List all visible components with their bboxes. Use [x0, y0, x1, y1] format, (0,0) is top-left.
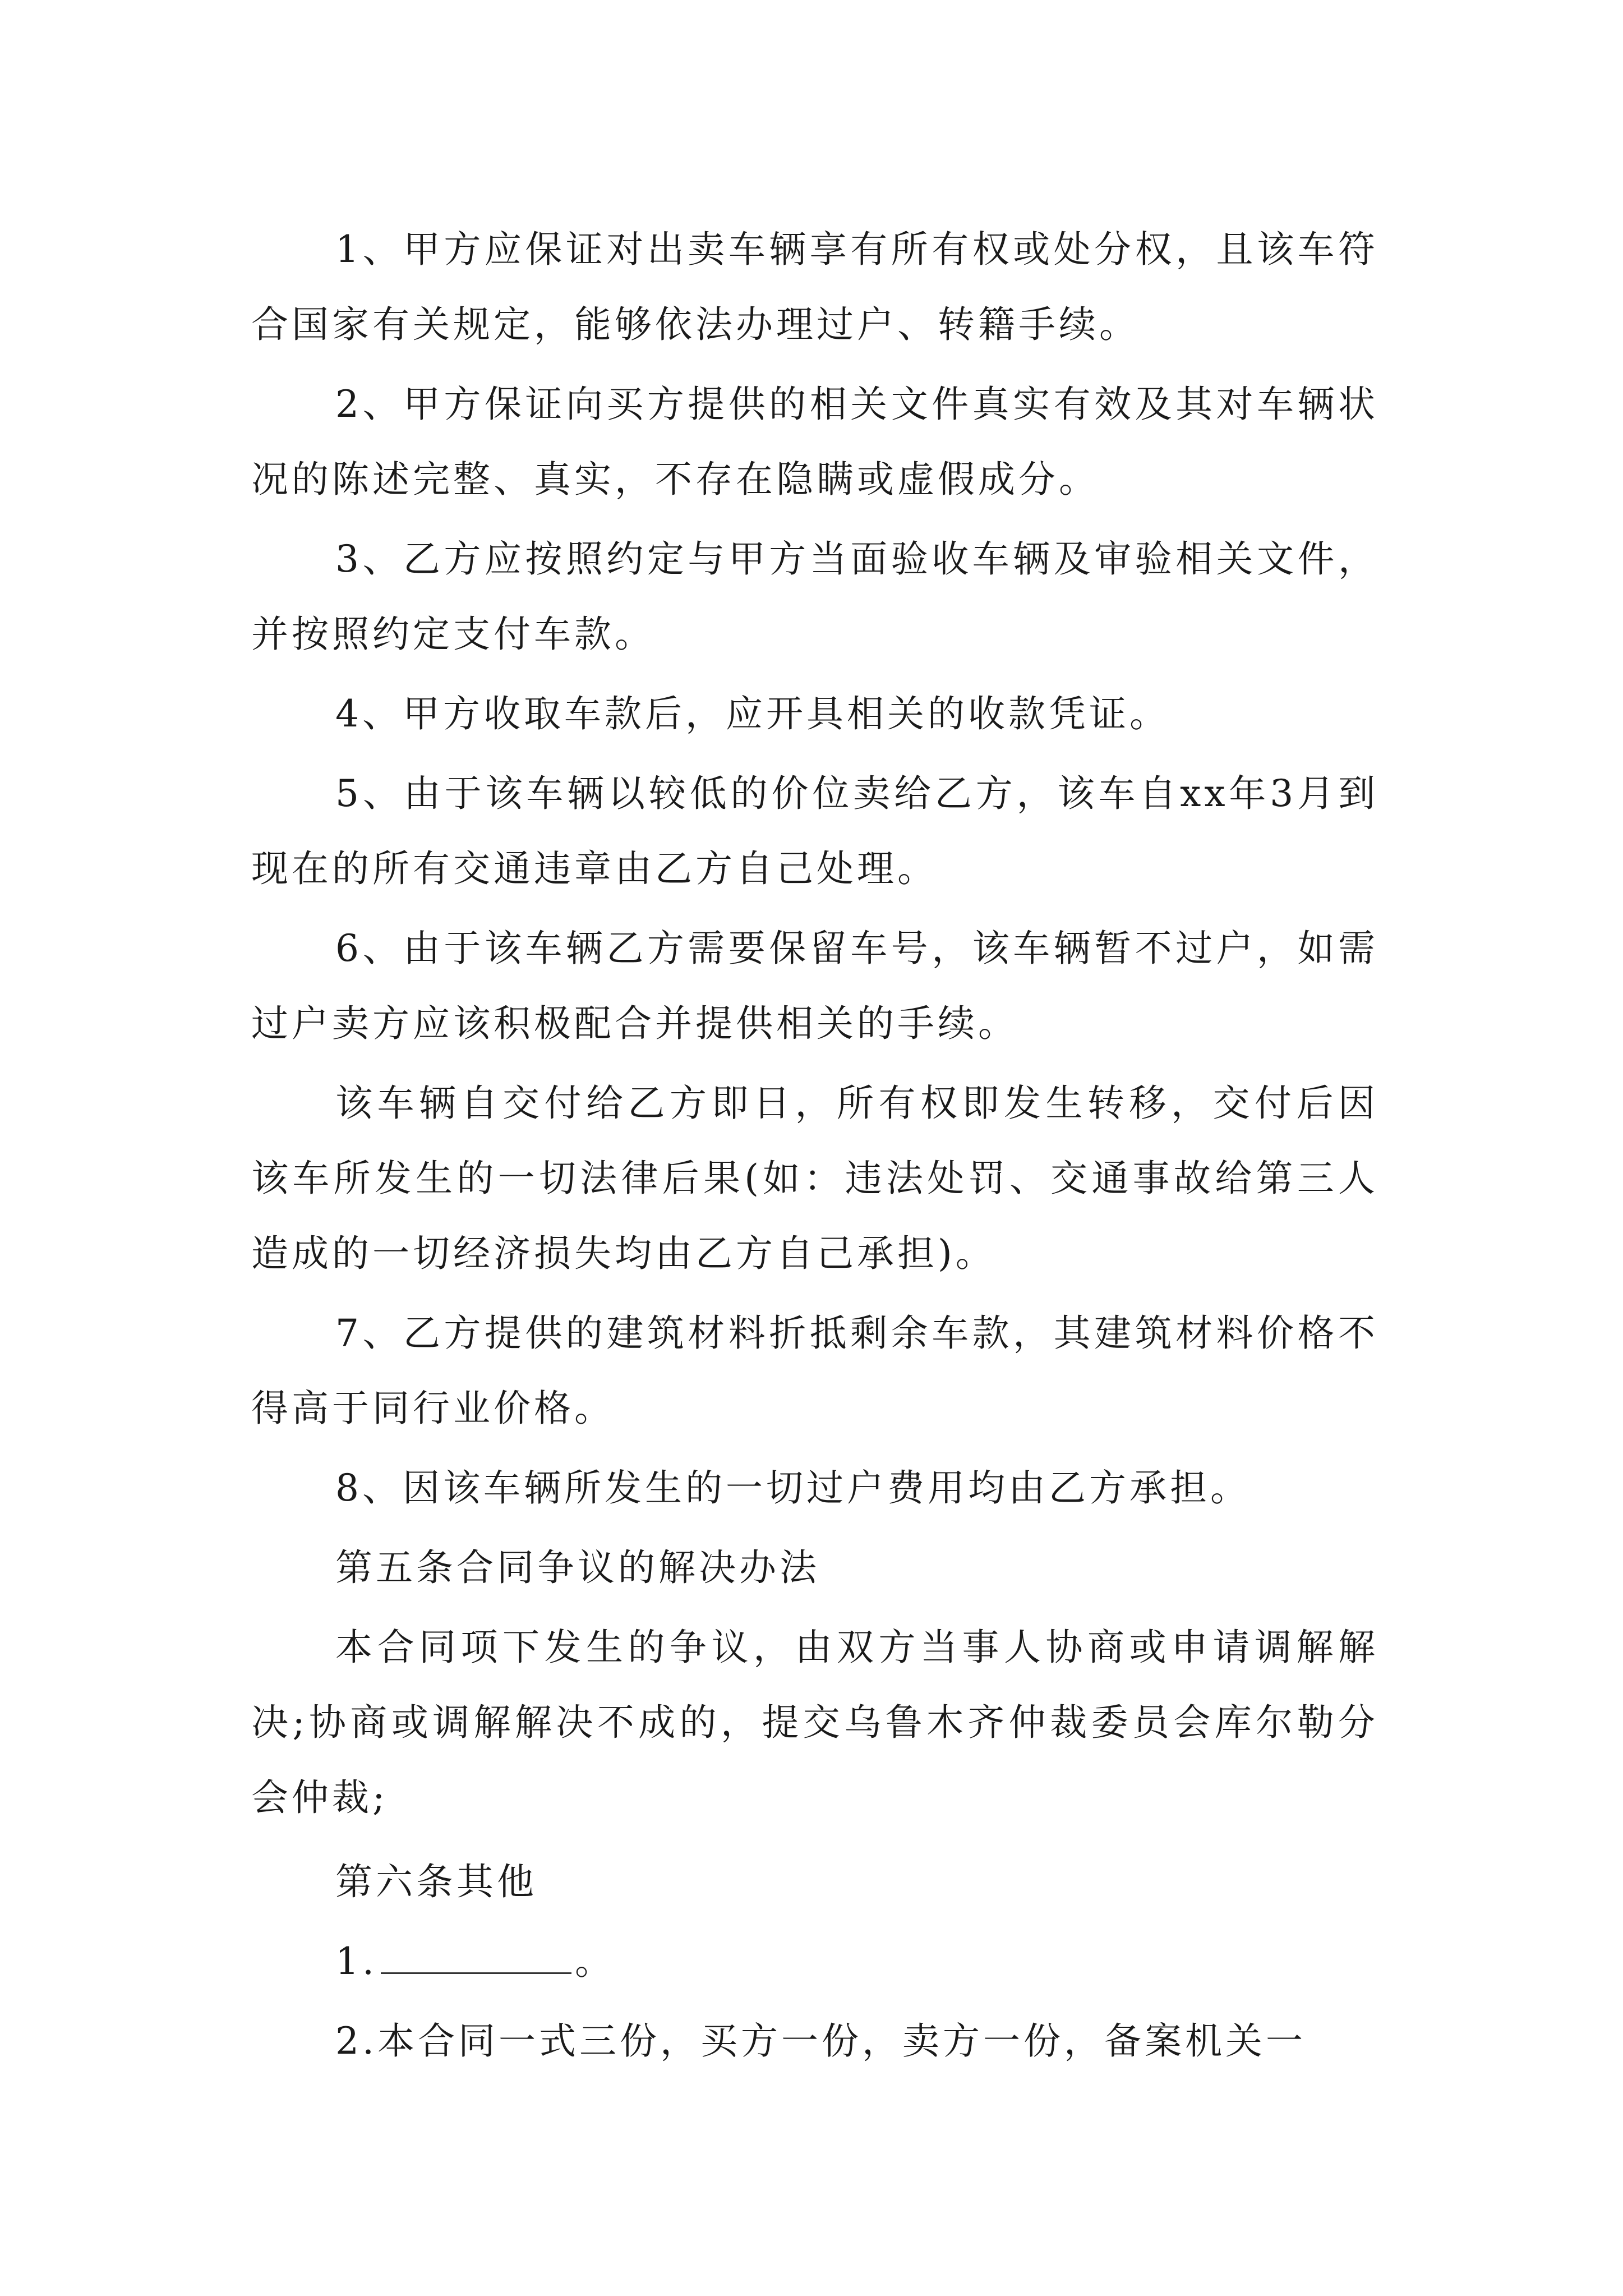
clause-1: 1、甲方应保证对出卖车辆享有所有权或处分权，且该车符合国家有关规定，能够依法办理过户、转籍手续。 — [251, 228, 1378, 346]
clause-4: 4、甲方收取车款后，应开具相关的收款凭证。 — [335, 692, 1170, 735]
section-5-body: 本合同项下发生的争议，由双方当事人协商或申请调解解决;协商或调解解决不成的，提交乌鲁木齐仲裁委员会库尔勒分会仲裁; — [251, 1626, 1378, 1819]
clause-3: 3、乙方应按照约定与甲方当面验收车辆及审验相关文件，并按照约定支付车款。 — [251, 537, 1378, 656]
item-1-suffix: 。 — [574, 1940, 615, 1983]
clause-2: 2、甲方保证向买方提供的相关文件真实有效及其对车辆状况的陈述完整、真实，不存在隐瞒或虚假成分。 — [251, 383, 1378, 501]
clause-5: 5、由于该车辆以较低的价位卖给乙方，该车自xx年3月到现在的所有交通违章由乙方自己处理。 — [251, 772, 1378, 890]
clause-6: 6、由于该车辆乙方需要保留车号，该车辆暂不过户，如需过户卖方应该积极配合并提供相关的手续。 — [251, 927, 1378, 1045]
fill-in-blank[interactable] — [381, 1950, 571, 1974]
clause-8: 8、因该车辆所发生的一切过户费用均由乙方承担。 — [335, 1466, 1251, 1510]
ownership-transfer-paragraph: 该车辆自交付给乙方即日，所有权即发生转移，交付后因该车所发生的一切法律后果(如：违法处罚、交通事故给第三人造成的一切经济损失均由乙方自己承担)。 — [251, 1082, 1378, 1275]
item-1 — [251, 1924, 1378, 1999]
clause-7: 7、乙方提供的建筑材料折抵剩余车款，其建筑材料价格不得高于同行业价格。 — [251, 1312, 1378, 1430]
item-2: 2.本合同一式三份，买方一份，卖方一份，备案机关一 — [335, 2019, 1306, 2063]
document-body — [251, 212, 1378, 2079]
section-5-title: 第五条合同争议的解决办法 — [335, 1546, 820, 1589]
item-1-prefix: 1. — [335, 1940, 377, 1983]
section-6-title: 第六条其他 — [335, 1860, 537, 1903]
